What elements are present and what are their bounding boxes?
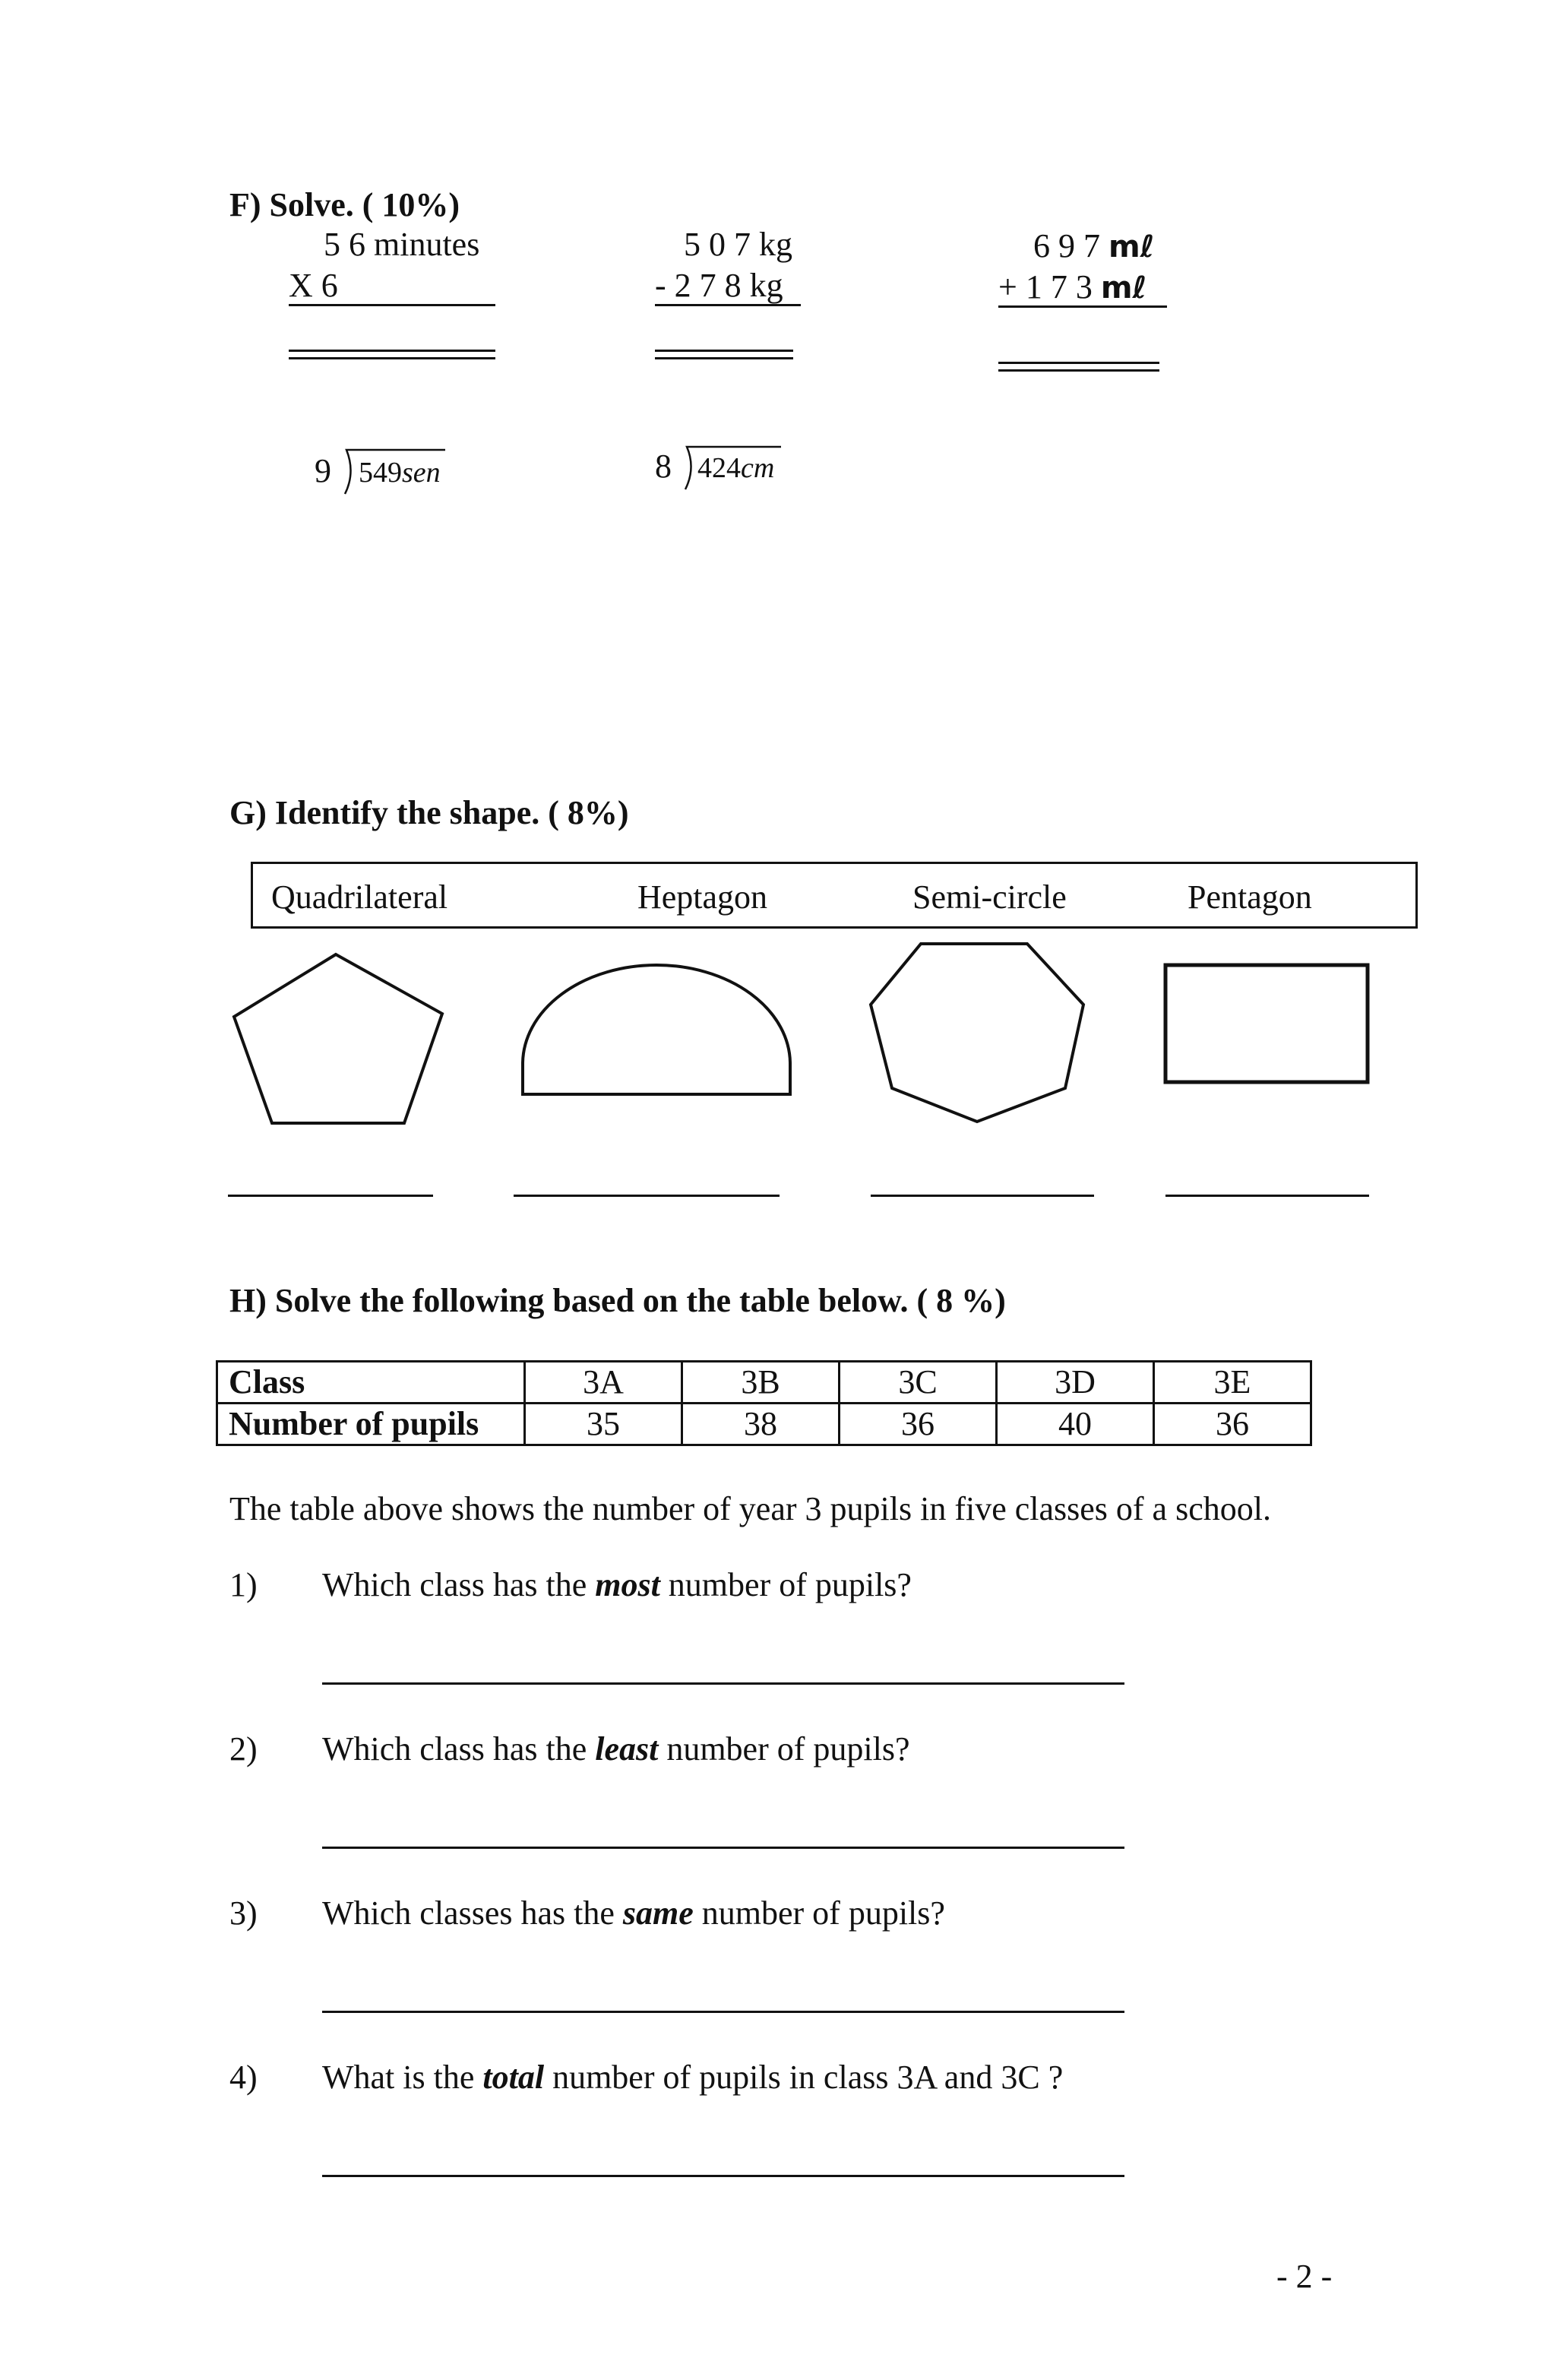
- table-intro: The table above shows the number of year 3 pupils in five classes of a school.: [229, 1490, 1271, 1527]
- question-2-before: Which class has the: [322, 1730, 596, 1768]
- semi-circle-shape: [517, 957, 798, 1102]
- add-top-unit: mℓ: [1108, 229, 1155, 264]
- option-semi-circle: Semi-circle: [912, 878, 1067, 916]
- option-heptagon: Heptagon: [637, 878, 768, 916]
- question-2-text: [322, 1730, 910, 1769]
- option-pentagon: Pentagon: [1188, 878, 1312, 916]
- pupils-cell: 36: [1154, 1404, 1311, 1445]
- pupils-cell: 35: [525, 1404, 682, 1445]
- question-3-after: number of pupils?: [693, 1894, 945, 1932]
- multiply-bottom: X 6: [289, 267, 338, 304]
- question-4-emph: total: [482, 2059, 545, 2096]
- add-bottom: [998, 267, 1146, 308]
- class-cell: 3C: [840, 1362, 997, 1404]
- row-label-pupils: Number of pupils: [217, 1404, 525, 1445]
- subtract-answer-line[interactable]: [655, 350, 793, 359]
- division-2-dividend: [697, 451, 774, 485]
- subtract-underline: [655, 304, 801, 306]
- pupils-cell: 38: [682, 1404, 840, 1445]
- page-number: - 2 -: [1276, 2258, 1333, 2295]
- class-cell: 3A: [525, 1362, 682, 1404]
- division-1-dividend: [359, 456, 441, 489]
- question-4-number: 4): [229, 2059, 258, 2096]
- pupils-cell: 40: [997, 1404, 1154, 1445]
- question-4-text: [322, 2058, 1063, 2097]
- pupils-cell: 36: [840, 1404, 997, 1445]
- multiply-answer-line[interactable]: [289, 350, 495, 359]
- row-label-class: Class: [217, 1362, 525, 1404]
- division-2-unit: cm: [741, 452, 775, 484]
- answer-line-1[interactable]: [322, 1682, 1124, 1685]
- question-1-number: 1): [229, 1566, 258, 1603]
- division-2-divisor: 8: [655, 448, 672, 485]
- question-4-after: number of pupils in class 3A and 3C ?: [544, 2059, 1064, 2096]
- question-4-before: What is the: [322, 2059, 483, 2096]
- pentagon-shape: [228, 950, 448, 1132]
- add-bottom-unit: mℓ: [1100, 271, 1147, 305]
- section-h-heading: H) Solve the following based on the table below. ( 8 %): [229, 1282, 1006, 1319]
- rectangle-shape: [1162, 962, 1372, 1087]
- multiply-top: 5 6 minutes: [324, 226, 480, 263]
- add-underline: [998, 305, 1167, 308]
- shape-word-box: [251, 862, 1418, 929]
- division-1-unit: sen: [402, 457, 441, 489]
- answer-line-3[interactable]: [322, 2011, 1124, 2013]
- class-cell: 3D: [997, 1362, 1154, 1404]
- subtract-bottom: - 2 7 8 kg: [655, 267, 783, 304]
- class-cell: 3B: [682, 1362, 840, 1404]
- option-quadrilateral: Quadrilateral: [271, 878, 448, 916]
- table-row: [217, 1362, 1311, 1404]
- add-top-number: 6 9 7: [1033, 227, 1100, 264]
- division-1-divisor: 9: [315, 452, 331, 489]
- shape-answer-line-2[interactable]: [514, 1195, 780, 1197]
- question-1-before: Which class has the: [322, 1566, 596, 1603]
- heptagon-shape: [866, 939, 1094, 1126]
- division-2-number: 424: [697, 452, 741, 484]
- section-f-heading: F) Solve. ( 10%): [229, 186, 460, 223]
- question-1-text: [322, 1565, 912, 1605]
- question-1-emph: most: [595, 1566, 660, 1603]
- question-3-emph: same: [622, 1894, 694, 1932]
- question-2-after: number of pupils?: [658, 1730, 910, 1768]
- question-1-after: number of pupils?: [659, 1566, 912, 1603]
- multiply-underline: [289, 304, 495, 306]
- add-bottom-number: + 1 7 3: [998, 268, 1093, 305]
- question-3-text: [322, 1894, 945, 1933]
- add-top: [1033, 226, 1155, 267]
- question-3-number: 3): [229, 1894, 258, 1932]
- shape-answer-line-3[interactable]: [871, 1195, 1094, 1197]
- question-2-number: 2): [229, 1730, 258, 1768]
- answer-line-2[interactable]: [322, 1847, 1124, 1849]
- shape-answer-line-1[interactable]: [228, 1195, 433, 1197]
- question-2-emph: least: [595, 1730, 659, 1768]
- table-row: [217, 1404, 1311, 1445]
- pupils-table: [216, 1360, 1312, 1446]
- class-cell: 3E: [1154, 1362, 1311, 1404]
- subtract-top: 5 0 7 kg: [684, 226, 792, 263]
- add-answer-line[interactable]: [998, 362, 1159, 372]
- shape-answer-line-4[interactable]: [1165, 1195, 1369, 1197]
- section-g-heading: G) Identify the shape. ( 8%): [229, 794, 629, 831]
- question-3-before: Which classes has the: [322, 1894, 623, 1932]
- answer-line-4[interactable]: [322, 2175, 1124, 2177]
- division-1-number: 549: [359, 457, 402, 489]
